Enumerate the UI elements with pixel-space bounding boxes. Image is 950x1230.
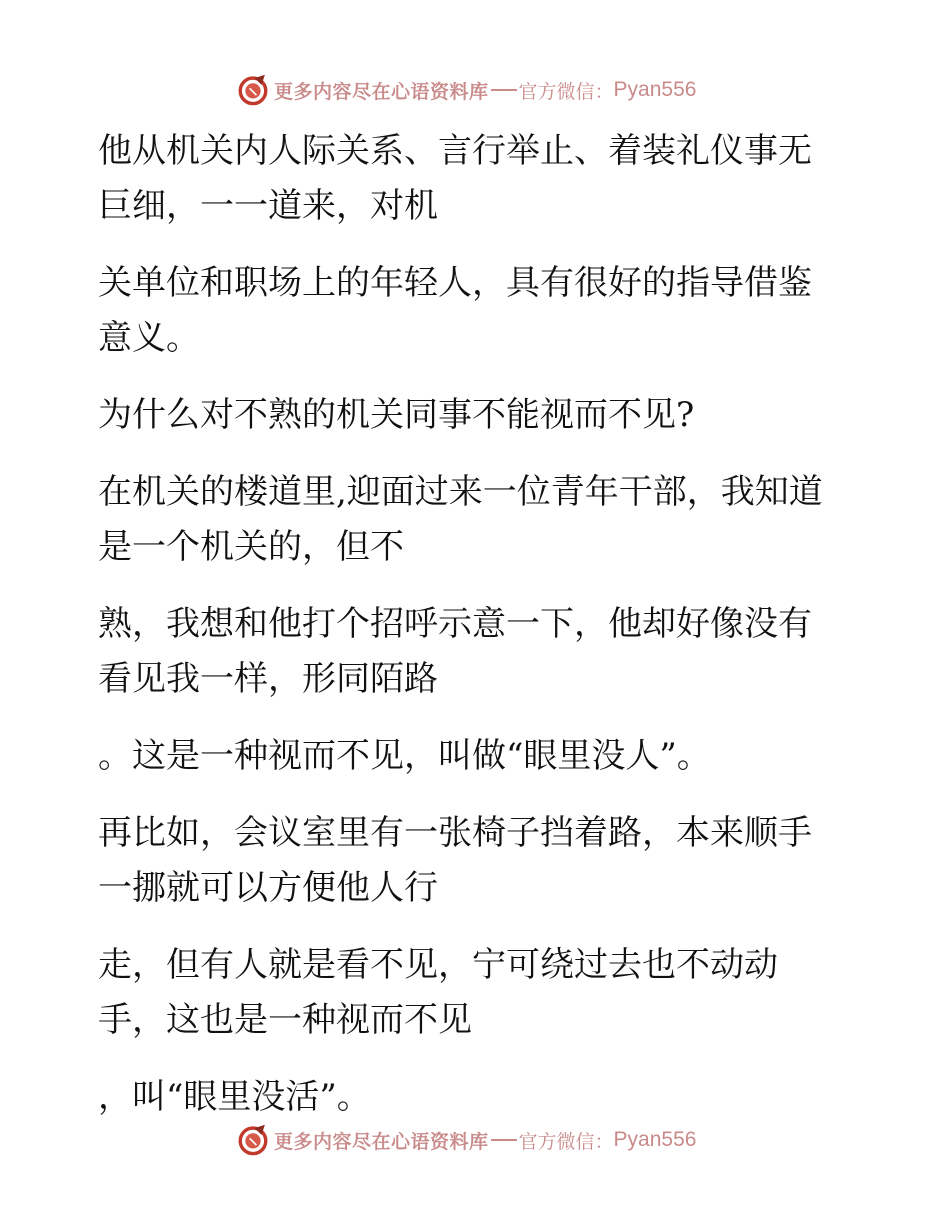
paragraph (98, 1070, 858, 1125)
wechat-label: 官方微信： (518, 1130, 614, 1153)
text-line: 一挪就可以方便他人行 (98, 868, 438, 908)
text-line: ，叫“眼里没活”。 (98, 1077, 371, 1117)
text-line: 意义。 (98, 318, 200, 358)
text-line: 。这是一种视而不见，叫做“眼里没人”。 (98, 736, 711, 776)
pen-nib-logo-icon (236, 1123, 270, 1157)
text-line: 手，这也是一种视而不见 (98, 1000, 472, 1040)
paragraph (98, 256, 858, 366)
paragraph (98, 597, 858, 707)
wechat-label: 官方微信： (518, 80, 614, 103)
paragraph (98, 806, 858, 916)
text-line: 是一个机关的，但不 (98, 527, 404, 567)
paragraph (98, 465, 858, 575)
footer-banner (236, 1122, 696, 1158)
separator-dash (491, 89, 517, 91)
text-line: 巨细，一一道来，对机 (98, 186, 438, 226)
document-body (98, 124, 858, 1147)
paragraph (98, 729, 858, 784)
text-line: 为什么对不熟的机关同事不能视而不见? (98, 395, 695, 435)
text-line: 他从机关内人际关系、言行举止、着装礼仪事无 (98, 131, 812, 171)
header-banner (236, 72, 696, 108)
text-line: 走，但有人就是看不见，宁可绕过去也不动动 (98, 945, 778, 985)
promo-text: 更多内容尽在心语资料库 (274, 1130, 489, 1153)
wechat-id: Pyan556 (613, 1128, 697, 1151)
text-line: 再比如，会议室里有一张椅子挡着路，本来顺手 (98, 813, 812, 853)
paragraph (98, 938, 858, 1048)
paragraph (98, 124, 858, 234)
pen-nib-logo-icon (236, 73, 270, 107)
wechat-id: Pyan556 (613, 78, 697, 101)
text-line: 关单位和职场上的年轻人，具有很好的指导借鉴 (98, 263, 812, 303)
text-line: 熟，我想和他打个招呼示意一下，他却好像没有 (98, 604, 812, 644)
text-line: 在机关的楼道里,迎面过来一位青年干部，我知道 (98, 472, 823, 512)
promo-text: 更多内容尽在心语资料库 (274, 80, 489, 103)
separator-dash (491, 1139, 517, 1141)
text-line: 看见我一样，形同陌路 (98, 659, 438, 699)
paragraph-question (98, 388, 858, 443)
